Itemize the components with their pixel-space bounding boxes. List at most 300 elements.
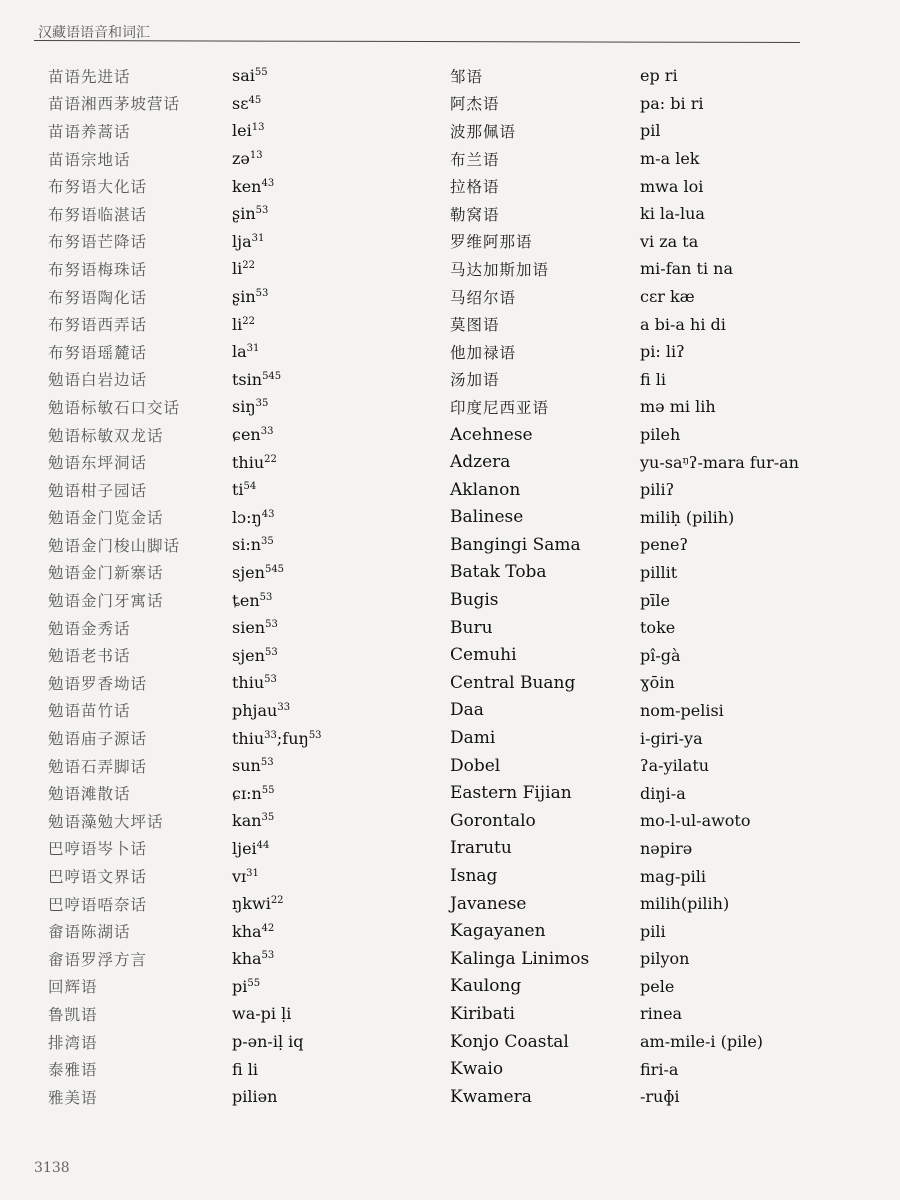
table-row — [48, 835, 228, 863]
language-name: 巴哼语岑卜话 — [48, 840, 148, 859]
language-name: 勉语罗香坳话 — [48, 674, 148, 693]
table-row — [232, 1083, 442, 1111]
table-row — [450, 62, 640, 90]
table-row — [232, 641, 442, 669]
language-name: Kagayanen — [450, 921, 546, 942]
word-form: pi: liʔ — [640, 342, 685, 362]
language-name: Bangingi Sama — [450, 534, 581, 555]
tone-value: 53 — [265, 619, 278, 631]
table-row — [232, 559, 442, 587]
table-row — [640, 586, 890, 614]
table-row — [640, 90, 890, 118]
word-form: ʔa-yilatu — [640, 756, 710, 776]
language-name: Konjo Coastal — [450, 1031, 569, 1052]
table-row — [640, 310, 890, 338]
table-row — [450, 697, 640, 725]
word-form: mag-pili — [640, 866, 706, 886]
language-name: 勉语标敏石口交话 — [48, 398, 181, 417]
tone-value: 45 — [248, 94, 262, 106]
table-row — [48, 476, 228, 504]
language-name: Batak Toba — [450, 562, 547, 583]
table-row — [232, 117, 442, 145]
table-row — [48, 752, 228, 780]
tone-value: 42 — [261, 922, 275, 934]
table-row — [232, 504, 442, 532]
word-form — [232, 811, 274, 830]
language-name: 巴哼语文界话 — [48, 868, 148, 887]
word-form: toke — [640, 618, 676, 638]
page-number: 3138 — [34, 1160, 70, 1176]
language-name: 回辉语 — [48, 978, 98, 997]
word-form: pilyon — [640, 949, 690, 969]
table-row — [232, 448, 442, 476]
tone-value: 43 — [261, 508, 275, 520]
form-base: ;fuŋ — [276, 728, 309, 748]
word-form: ɣōin — [640, 673, 675, 693]
language-name: 勉语金门梭山脚话 — [48, 536, 181, 555]
language-name: 勉语金秀话 — [48, 619, 131, 638]
table-row — [640, 890, 890, 918]
table-row — [48, 366, 228, 394]
language-name: 排湾语 — [48, 1033, 98, 1052]
table-row — [450, 973, 640, 1001]
table-row — [450, 90, 640, 118]
language-name: 拉格语 — [450, 178, 500, 197]
tone-value: 44 — [256, 839, 270, 851]
language-name: Aklanon — [450, 479, 521, 500]
form-base: lɔ:ŋ — [232, 507, 262, 527]
word-form: i-giri-ya — [640, 728, 703, 748]
language-name: 勉语标敏双龙话 — [48, 426, 164, 445]
form-base: lei — [232, 121, 252, 141]
word-form: pî-gà — [640, 645, 681, 665]
language-name: 勉语苗竹话 — [48, 702, 131, 721]
table-row — [232, 145, 442, 173]
word-form — [232, 94, 261, 113]
form-base: phjau — [232, 700, 278, 720]
form-base: la — [232, 342, 247, 362]
tone-value: 53 — [259, 591, 273, 603]
table-row — [450, 724, 640, 752]
table-row — [48, 448, 228, 476]
form-base: sjen — [232, 645, 265, 665]
form-base: siŋ — [232, 397, 256, 417]
word-form: yu-saᵑʔ-mara fur-an — [640, 452, 799, 472]
form-base: ti — [232, 480, 244, 500]
table-row — [450, 531, 640, 559]
table-row — [48, 973, 228, 1001]
table-row — [232, 90, 442, 118]
table-row — [48, 228, 228, 256]
tone-value: 55 — [254, 67, 268, 79]
table-row — [232, 228, 442, 256]
word-form: fi li — [640, 369, 666, 389]
form-base: p-ən-iḷ iq — [232, 1032, 304, 1052]
word-form — [232, 949, 274, 968]
table-row — [232, 172, 442, 200]
form-base: fi li — [232, 1059, 258, 1079]
word-form: pīle — [640, 590, 670, 610]
word-form: firi-a — [640, 1059, 679, 1079]
word-form: pileh — [640, 425, 681, 445]
table-row — [232, 366, 442, 394]
language-name: 雅美语 — [48, 1088, 98, 1107]
table-row — [232, 393, 442, 421]
table-row — [450, 1083, 640, 1111]
table-row — [640, 366, 890, 394]
language-name: 勉语滩散话 — [48, 785, 131, 804]
table-row — [232, 890, 442, 918]
table-row — [232, 255, 442, 283]
table-row — [232, 945, 442, 973]
table-row — [48, 531, 228, 559]
language-name: Dobel — [450, 755, 501, 776]
word-form — [232, 1004, 291, 1023]
language-name: 印度尼西亚语 — [450, 398, 550, 417]
language-name: 马绍尔语 — [450, 288, 517, 307]
language-name: 莫图语 — [450, 316, 500, 335]
language-name: Kaulong — [450, 976, 522, 997]
table-row — [48, 338, 228, 366]
table-row — [48, 945, 228, 973]
language-name: 勉语东坪洞话 — [48, 454, 148, 473]
table-row — [48, 145, 228, 173]
table-row — [48, 669, 228, 697]
table-row — [232, 973, 442, 1001]
language-name: 勉语白岩边话 — [48, 371, 148, 390]
tone-value: 31 — [251, 232, 265, 244]
table-row — [48, 586, 228, 614]
tone-value: 13 — [251, 122, 265, 134]
form-base: ŋkwi — [232, 894, 271, 914]
language-name: 布努语大化话 — [48, 178, 148, 197]
tone-value: 13 — [249, 150, 263, 162]
tone-value: 53 — [261, 950, 275, 962]
language-name: 勉语藻勉大坪话 — [48, 812, 164, 831]
table-row — [48, 1083, 228, 1111]
table-row — [640, 697, 890, 725]
word-form — [232, 370, 281, 389]
table-row — [450, 1000, 640, 1028]
language-name: Kiribati — [450, 1003, 515, 1024]
language-name: 巴哼语唔奈话 — [48, 895, 148, 914]
tone-value: 43 — [261, 177, 275, 189]
word-form — [232, 867, 259, 886]
tone-value: 35 — [261, 812, 275, 824]
form-base: ʂin — [232, 287, 256, 307]
table-row — [640, 559, 890, 587]
table-row — [48, 255, 228, 283]
form-base: li — [232, 314, 243, 334]
form-base: kan — [232, 811, 262, 831]
table-row — [450, 614, 640, 642]
word-form: pa: bi ri — [640, 93, 704, 113]
table-row — [232, 614, 442, 642]
table-row — [232, 200, 442, 228]
tone-value: 35 — [261, 536, 274, 548]
language-name: 勉语柑子园话 — [48, 481, 148, 500]
language-name: 勉语金门览金话 — [48, 509, 164, 528]
form-base: kha — [232, 921, 262, 941]
table-row — [232, 917, 442, 945]
tone-value: 55 — [247, 977, 261, 989]
table-row — [450, 421, 640, 449]
language-name: 波那佩语 — [450, 122, 517, 141]
form-base: si:n — [232, 535, 262, 555]
table-row — [48, 504, 228, 532]
word-form — [232, 453, 277, 472]
word-form: pili — [640, 921, 666, 941]
word-form — [232, 1060, 258, 1079]
table-row — [640, 752, 890, 780]
table-row — [48, 310, 228, 338]
table-row — [232, 669, 442, 697]
table-row — [48, 1055, 228, 1083]
table-row — [450, 504, 640, 532]
word-form — [232, 204, 268, 223]
table-row — [232, 862, 442, 890]
table-row — [450, 1055, 640, 1083]
table-row — [232, 1000, 442, 1028]
tone-value: 33 — [260, 426, 274, 438]
table-row — [640, 807, 890, 835]
table-row — [232, 724, 442, 752]
word-form: nom-pelisi — [640, 700, 724, 720]
word-form — [232, 563, 284, 582]
table-row — [48, 724, 228, 752]
table-row — [640, 393, 890, 421]
language-name: Kalinga Linimos — [450, 948, 590, 969]
table-row — [232, 310, 442, 338]
tone-value: 545 — [262, 370, 282, 382]
tone-value: 53 — [255, 288, 269, 300]
table-row — [450, 641, 640, 669]
language-name: Dami — [450, 728, 496, 749]
table-row — [232, 586, 442, 614]
column-right-language-names — [450, 62, 640, 1111]
language-name: 畲语罗浮方言 — [48, 950, 148, 969]
language-name: 布兰语 — [450, 150, 500, 169]
table-row — [450, 366, 640, 394]
language-name: 鲁凯语 — [48, 1005, 98, 1024]
table-row — [450, 310, 640, 338]
word-form: piliʔ — [640, 480, 675, 500]
language-name: Acehnese — [450, 424, 533, 445]
word-form — [232, 149, 263, 168]
table-row — [450, 393, 640, 421]
form-base: li — [232, 259, 243, 279]
form-base: sien — [232, 618, 266, 638]
table-row — [640, 1055, 890, 1083]
table-row — [450, 200, 640, 228]
language-name: 苗语养蒿话 — [48, 122, 131, 141]
table-row — [640, 145, 890, 173]
word-form: diŋi-a — [640, 783, 686, 803]
word-form: mə mi lih — [640, 397, 716, 417]
table-row — [640, 62, 890, 90]
tone-value: 35 — [255, 398, 269, 410]
language-name: 汤加语 — [450, 371, 500, 390]
table-row — [232, 752, 442, 780]
tone-value: 53 — [308, 729, 322, 741]
table-row — [48, 807, 228, 835]
language-name: 泰雅语 — [48, 1061, 98, 1080]
language-name: 阿杰语 — [450, 95, 500, 114]
word-form: vi za ta — [640, 231, 699, 251]
table-row — [640, 1083, 890, 1111]
form-base: wa-pi ḷi — [232, 1004, 292, 1024]
language-name: 他加禄语 — [450, 343, 517, 362]
table-row — [48, 1028, 228, 1056]
table-row — [640, 669, 890, 697]
language-name: 布努语临湛话 — [48, 205, 148, 224]
table-row — [640, 283, 890, 311]
language-name: Central Buang — [450, 672, 576, 693]
table-row — [232, 476, 442, 504]
language-name: 布努语陶化话 — [48, 288, 148, 307]
word-form: miliḥ (pilih) — [640, 507, 735, 527]
form-base: ken — [232, 176, 262, 196]
language-name: 马达加斯加语 — [450, 260, 550, 279]
table-row — [450, 338, 640, 366]
word-form: am-mile-i (pile) — [640, 1032, 764, 1052]
word-form: m-a lek — [640, 149, 700, 169]
table-row — [48, 172, 228, 200]
language-name: Bugis — [450, 590, 499, 611]
tone-value: 33 — [264, 729, 277, 741]
table-row — [640, 917, 890, 945]
table-row — [640, 504, 890, 532]
language-name: Daa — [450, 700, 484, 721]
word-form — [232, 232, 264, 251]
table-row — [232, 1028, 442, 1056]
table-row — [450, 890, 640, 918]
tone-value: 33 — [277, 701, 291, 713]
table-row — [640, 835, 890, 863]
language-name: 布努语芒降话 — [48, 233, 148, 252]
tone-value: 53 — [264, 674, 277, 686]
table-row — [450, 586, 640, 614]
form-base: sɛ — [232, 93, 249, 113]
word-form — [232, 646, 278, 665]
table-row — [640, 172, 890, 200]
tone-value: 22 — [242, 260, 255, 272]
table-row — [48, 283, 228, 311]
form-base: tsin — [232, 369, 263, 389]
word-form: cɛr kæ — [640, 287, 695, 307]
table-row — [232, 807, 442, 835]
table-row — [48, 62, 228, 90]
table-row — [450, 448, 640, 476]
table-row — [48, 641, 228, 669]
table-row — [232, 779, 442, 807]
table-row — [48, 890, 228, 918]
table-row — [48, 559, 228, 587]
word-form: -ruɸi — [640, 1087, 680, 1107]
table-row — [640, 476, 890, 504]
table-row — [48, 393, 228, 421]
word-form: mi-fan ti na — [640, 259, 734, 279]
word-form — [232, 977, 260, 996]
table-row — [450, 862, 640, 890]
word-form: mo-l-ul-awoto — [640, 811, 751, 831]
word-form — [232, 784, 275, 803]
language-name: 布努语西弄话 — [48, 316, 148, 335]
language-name: Irarutu — [450, 838, 512, 859]
form-base: sai — [232, 66, 255, 86]
tone-value: 22 — [242, 315, 255, 327]
table-row — [48, 117, 228, 145]
language-name: 勒窝语 — [450, 205, 500, 224]
word-form — [232, 756, 274, 775]
word-form — [232, 673, 277, 692]
word-form — [232, 66, 268, 85]
language-name: Buru — [450, 617, 493, 638]
table-row — [640, 973, 890, 1001]
table-row — [640, 228, 890, 256]
table-row — [640, 338, 890, 366]
word-form — [232, 397, 268, 416]
word-form: rinea — [640, 1004, 683, 1024]
form-base: ljei — [232, 838, 257, 858]
form-base: ʂin — [232, 204, 256, 224]
form-base: thiu — [232, 673, 265, 693]
column-left-language-names — [48, 62, 228, 1111]
form-base: ȶen — [232, 590, 260, 610]
form-base: lja — [232, 231, 252, 251]
tone-value: 55 — [261, 784, 275, 796]
language-name: 苗语先进话 — [48, 67, 131, 86]
form-base: ɕɪ:n — [232, 783, 262, 803]
word-form — [232, 425, 273, 444]
word-form: pele — [640, 976, 675, 996]
word-form — [232, 508, 275, 527]
tone-value: 53 — [255, 205, 269, 217]
word-form — [232, 1032, 304, 1051]
running-header: 汉藏语语音和词汇 — [38, 25, 150, 41]
table-row — [450, 669, 640, 697]
tone-value: 31 — [246, 343, 260, 355]
language-name: 布努语梅珠话 — [48, 260, 148, 279]
language-name: Adzera — [450, 452, 511, 473]
word-form: pillit — [640, 562, 678, 582]
table-row — [48, 917, 228, 945]
language-name: 罗维阿那语 — [450, 233, 533, 252]
table-row — [640, 200, 890, 228]
word-form — [232, 177, 274, 196]
table-row — [232, 531, 442, 559]
table-row — [640, 862, 890, 890]
word-form: mwa loi — [640, 176, 704, 196]
word-form: a bi-a hi di — [640, 314, 726, 334]
word-form — [232, 315, 255, 334]
table-row — [450, 145, 640, 173]
tone-value: 53 — [260, 757, 274, 769]
table-row — [450, 283, 640, 311]
table-row — [450, 228, 640, 256]
form-base: sun — [232, 756, 261, 776]
table-row — [450, 117, 640, 145]
table-row — [450, 752, 640, 780]
language-name: 苗语宗地话 — [48, 150, 131, 169]
form-base: thiu — [232, 452, 265, 472]
table-row — [450, 779, 640, 807]
language-name: Cemuhi — [450, 645, 517, 666]
language-name: 苗语湘西茅坡营话 — [48, 95, 181, 114]
table-row — [232, 835, 442, 863]
tone-value: 545 — [264, 563, 285, 575]
table-row — [48, 1000, 228, 1028]
